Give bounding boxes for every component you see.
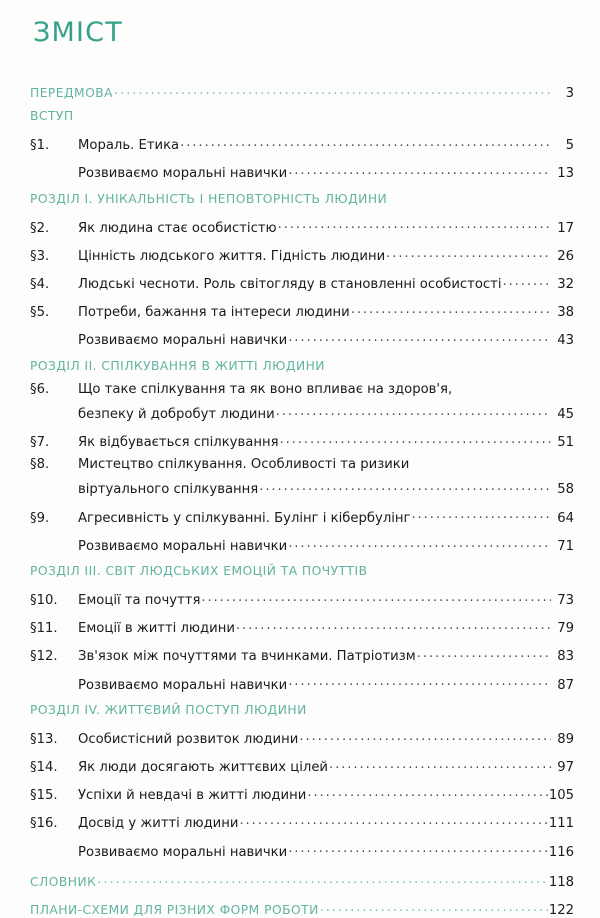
toc-entry-number: §1. — [30, 138, 50, 154]
toc-entry-label: Емоції та почуття — [78, 593, 201, 609]
toc-entry-paragraph-2[interactable] — [30, 216, 574, 235]
dot-leader — [280, 430, 552, 446]
toc-entry-label: Розвиваємо моральні навички — [78, 166, 288, 182]
toc-entry-paragraph-7[interactable] — [30, 430, 574, 449]
toc-entry-label: Мораль. Етика — [78, 138, 180, 154]
dot-leader — [201, 588, 551, 604]
dot-leader — [288, 840, 548, 856]
toc-entry-page: 51 — [557, 435, 574, 451]
toc-entry-paragraph-1[interactable] — [30, 133, 574, 152]
toc-section-rozdil-4 — [30, 703, 574, 717]
toc-entry-page: 13 — [557, 166, 574, 182]
toc-entry-paragraph-13[interactable] — [30, 727, 574, 746]
toc-entry-page: 118 — [548, 874, 574, 890]
toc-entry-page: 83 — [557, 649, 574, 665]
toc-entry-paragraph-3[interactable] — [30, 244, 574, 263]
toc-section-label: РОЗДІЛ ІІІ. СВІТ ЛЮДСЬКИХ ЕМОЦІЙ ТА ПОЧУТТІВ — [30, 564, 368, 579]
toc-entry-number: §7. — [30, 435, 50, 451]
toc-entry-number: §8. — [30, 457, 50, 473]
dot-leader — [351, 300, 551, 316]
toc-entry-list — [30, 81, 574, 917]
toc-entry-page: 3 — [565, 86, 574, 101]
dot-leader — [307, 783, 548, 799]
toc-entry-page: 5 — [565, 138, 574, 154]
toc-entry-page: 111 — [548, 816, 574, 832]
dot-leader — [236, 616, 551, 632]
toc-entry-paragraph-5[interactable] — [30, 300, 574, 319]
toc-section-label: РОЗДІЛ ІІ. СПІЛКУВАННЯ В ЖИТТІ ЛЮДИНИ — [30, 358, 325, 373]
toc-entry-paragraph-8-line2[interactable] — [30, 477, 574, 496]
toc-entry-label: Що таке спілкування та як воно впливає на здоров'я, — [78, 381, 453, 397]
dot-leader — [320, 898, 548, 914]
toc-entry-label: Людські чесноти. Роль світогляду в становленні особистості — [78, 277, 502, 293]
toc-entry-peredmova[interactable] — [30, 81, 574, 100]
toc-entry-paragraph-12[interactable] — [30, 644, 574, 663]
dot-leader — [276, 402, 551, 418]
toc-entry-number: §9. — [30, 510, 50, 526]
dot-leader — [278, 216, 551, 232]
toc-entry-number: §14. — [30, 760, 58, 776]
toc-subentry-skills-4[interactable] — [30, 673, 574, 692]
toc-entry-label: Як людина стає особистістю — [78, 220, 277, 236]
toc-entry-page: 64 — [557, 510, 574, 526]
dot-leader — [411, 506, 551, 522]
toc-entry-paragraph-11[interactable] — [30, 616, 574, 635]
dot-leader — [288, 328, 551, 344]
toc-entry-label: Як люди досягають життєвих цілей — [78, 760, 329, 776]
dot-leader — [97, 870, 548, 886]
toc-entry-label: Емоції в житті людини — [78, 621, 235, 637]
toc-entry-page: 58 — [557, 482, 574, 498]
toc-entry-page: 26 — [557, 248, 574, 264]
toc-entry-page: 122 — [548, 903, 574, 918]
toc-entry-paragraph-16[interactable] — [30, 811, 574, 830]
toc-entry-label: ПЛАНИ-СХЕМИ ДЛЯ РІЗНИХ ФОРМ РОБОТИ — [30, 903, 319, 918]
toc-subentry-skills-3[interactable] — [30, 534, 574, 553]
toc-entry-label: Розвиваємо моральні навички — [78, 538, 288, 554]
toc-entry-page: 43 — [557, 333, 574, 349]
toc-section-label: РОЗДІЛ IV. ЖИТТЄВИЙ ПОСТУП ЛЮДИНИ — [30, 702, 307, 717]
dot-leader — [417, 644, 551, 660]
dot-leader — [114, 81, 551, 97]
toc-entry-page: 89 — [557, 731, 574, 747]
toc-entry-paragraph-6-line1[interactable] — [30, 383, 574, 396]
toc-entry-paragraph-4[interactable] — [30, 272, 574, 291]
toc-entry-label: Розвиваємо моральні навички — [78, 677, 288, 693]
toc-subentry-skills-2[interactable] — [30, 328, 574, 347]
toc-entry-page: 79 — [557, 621, 574, 637]
dot-leader — [259, 477, 551, 493]
toc-entry-number: §6. — [30, 381, 50, 397]
toc-entry-number: §5. — [30, 305, 50, 321]
toc-entry-number: §12. — [30, 649, 58, 665]
dot-leader — [180, 133, 551, 149]
toc-entry-page: 32 — [557, 277, 574, 293]
toc-entry-number: §16. — [30, 816, 58, 832]
dot-leader — [288, 161, 551, 177]
toc-entry-label: ПЕРЕДМОВА — [30, 86, 113, 100]
toc-entry-label: Розвиваємо моральні навички — [78, 844, 288, 860]
dot-leader — [329, 755, 551, 771]
toc-section-label: ВСТУП — [30, 109, 74, 124]
toc-entry-slovnyk[interactable] — [30, 870, 574, 889]
toc-entry-number: §10. — [30, 593, 58, 609]
dot-leader — [299, 727, 551, 743]
toc-section-rozdil-2 — [30, 359, 574, 373]
toc-entry-paragraph-9[interactable] — [30, 506, 574, 525]
dot-leader — [288, 673, 551, 689]
toc-entry-page: 116 — [548, 844, 574, 860]
dot-leader — [503, 272, 552, 288]
toc-section-label: РОЗДІЛ І. УНІКАЛЬНІСТЬ І НЕПОВТОРНІСТЬ ЛЮДИНИ — [30, 191, 388, 206]
toc-section-rozdil-3 — [30, 564, 574, 578]
toc-entry-label: Успіхи й невдачі в житті людини — [78, 788, 307, 804]
toc-entry-page: 17 — [557, 220, 574, 236]
toc-entry-plany-skhemy[interactable] — [30, 898, 574, 917]
toc-entry-label: Досвід у житті людини — [78, 816, 239, 832]
toc-entry-label: Особистісний розвиток людини — [78, 731, 299, 747]
toc-entry-paragraph-6-line2[interactable] — [30, 402, 574, 421]
dot-leader — [386, 244, 551, 260]
page-title: ЗМІСТ — [33, 17, 123, 48]
toc-entry-label: Мистецтво спілкування. Особливості та ризики — [78, 457, 410, 473]
toc-subentry-skills-1[interactable] — [30, 161, 574, 180]
toc-entry-number: §4. — [30, 277, 50, 293]
toc-entry-page: 73 — [557, 593, 574, 609]
toc-entry-number: §13. — [30, 731, 58, 747]
toc-entry-number: §2. — [30, 220, 50, 236]
toc-entry-label: Розвиваємо моральні навички — [78, 333, 288, 349]
toc-entry-number: §3. — [30, 248, 50, 264]
toc-entry-label: безпеку й добробут людини — [78, 406, 275, 422]
toc-entry-label: СЛОВНИК — [30, 874, 97, 889]
toc-entry-number: §15. — [30, 788, 58, 804]
toc-entry-page: 105 — [548, 788, 574, 804]
toc-entry-label: Агресивність у спілкуванні. Булінг і кібербулінг — [78, 510, 411, 526]
toc-entry-paragraph-15[interactable] — [30, 783, 574, 802]
dot-leader — [239, 811, 547, 827]
toc-entry-page: 45 — [557, 406, 574, 422]
toc-entry-page: 87 — [557, 677, 574, 693]
toc-entry-label: Зв'язок між почуттями та вчинками. Патріотизм — [78, 649, 416, 665]
toc-entry-label: Цінність людського життя. Гідність людини — [78, 248, 386, 264]
toc-entry-page: 71 — [557, 538, 574, 554]
toc-entry-label: віртуального спілкування — [78, 482, 259, 498]
toc-entry-page: 38 — [557, 305, 574, 321]
toc-entry-label: Як відбувається спілкування — [78, 435, 279, 451]
toc-entry-paragraph-14[interactable] — [30, 755, 574, 774]
toc-section-rozdil-1 — [30, 192, 574, 206]
toc-entry-number: §11. — [30, 621, 58, 637]
toc-entry-paragraph-10[interactable] — [30, 588, 574, 607]
toc-entry-paragraph-8-line1[interactable] — [30, 458, 574, 471]
toc-subentry-skills-5[interactable] — [30, 840, 574, 859]
toc-entry-page: 97 — [557, 760, 574, 776]
toc-entry-label: Потреби, бажання та інтереси людини — [78, 305, 350, 321]
dot-leader — [288, 534, 551, 550]
toc-section-vstup — [30, 109, 574, 123]
